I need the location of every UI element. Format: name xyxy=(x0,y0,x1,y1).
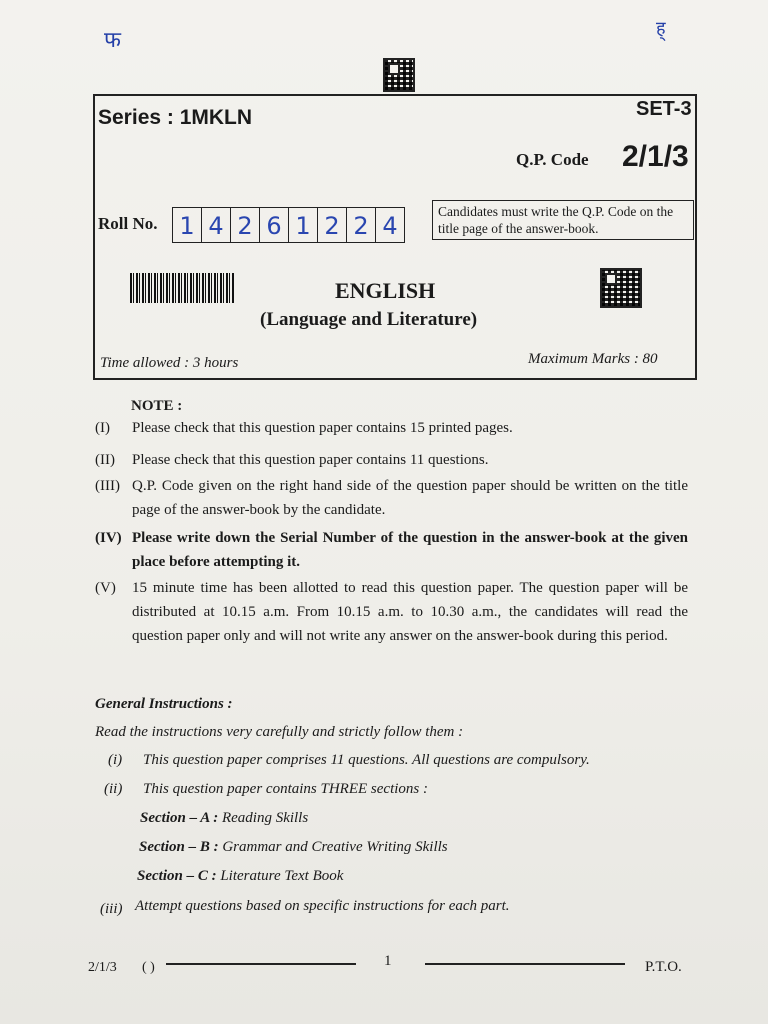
general-instructions-intro: Read the instructions very carefully and strictly follow them : xyxy=(95,724,464,740)
candidate-instruction-box: Candidates must write the Q.P. Code on the title page of the answer-book. xyxy=(432,200,694,240)
note-item xyxy=(95,576,695,672)
instruction-text: Attempt questions based on specific instructions for each part. xyxy=(135,898,510,914)
set-label: SET-3 xyxy=(636,98,692,120)
note-item xyxy=(95,526,695,574)
roll-digit: 2 xyxy=(318,208,347,242)
general-instructions-heading: General Instructions : xyxy=(95,696,233,712)
section-description: Literature Text Book xyxy=(220,868,344,884)
note-item-text: Please check that this question paper contains 11 questions. xyxy=(132,452,489,468)
instruction-text: This question paper comprises 11 questions. All questions are compulsory. xyxy=(143,752,590,768)
series-label: Series : 1MKLN xyxy=(98,106,253,129)
note-item-label: (III) xyxy=(95,478,120,494)
instruction-label: (i) xyxy=(108,752,123,768)
instruction-label: (iii) xyxy=(100,901,123,917)
pto-label: P.T.O. xyxy=(645,959,682,975)
section-b xyxy=(139,839,448,856)
section-description: Reading Skills xyxy=(221,810,309,826)
roll-digit: 4 xyxy=(382,212,398,240)
footer-rule-left xyxy=(166,963,356,965)
roll-digit: 6 xyxy=(260,208,289,242)
roll-digit: 2 xyxy=(231,208,260,242)
note-item-text: 15 minute time has been allotted to read this question paper. The question paper will be distributed at 10.15 a.m. From 10.15 a.m. to 10.30 a.m., the candidates will read the question paper only and will not write any answer on the answer-book during this period. xyxy=(132,580,688,644)
section-name: Section – C : xyxy=(137,868,217,884)
note-heading: NOTE : xyxy=(131,398,183,414)
footer-rule-right xyxy=(425,963,625,965)
roll-no-label: Roll No. xyxy=(98,214,158,233)
footer-paren: ( ) xyxy=(142,960,155,975)
handwritten-mark-right: ह् xyxy=(656,18,666,39)
qp-code-label: Q.P. Code xyxy=(516,150,589,169)
note-item xyxy=(95,420,695,444)
section-description: Grammar and Creative Writing Skills xyxy=(222,839,448,855)
note-item xyxy=(95,474,695,522)
roll-digit: 2 xyxy=(347,208,376,242)
instruction-label: (ii) xyxy=(104,781,123,797)
roll-digit: 1 xyxy=(173,208,202,242)
note-item-label: (I) xyxy=(95,420,110,436)
section-name: Section – A : xyxy=(140,810,219,826)
note-item-label: (V) xyxy=(95,580,116,596)
qp-code-value: 2/1/3 xyxy=(622,140,689,173)
subject-subtitle: (Language and Literature) xyxy=(260,309,478,330)
barcode-icon xyxy=(130,273,234,303)
roll-digit: 4 xyxy=(202,208,231,242)
subject-title: ENGLISH xyxy=(335,278,436,303)
note-item-text: Please check that this question paper contains 15 printed pages. xyxy=(132,420,513,436)
page-number: 1 xyxy=(384,953,392,969)
time-allowed: Time allowed : 3 hours xyxy=(100,355,239,371)
instruction-text: This question paper contains THREE sections : xyxy=(143,781,428,797)
roll-number-boxes xyxy=(172,207,405,243)
footer-code: 2/1/3 xyxy=(88,960,117,975)
qr-code-icon xyxy=(600,268,642,308)
roll-digit: 1 xyxy=(289,208,318,242)
note-item-label: (IV) xyxy=(95,530,122,546)
maximum-marks: Maximum Marks : 80 xyxy=(528,351,658,367)
note-item-text: Q.P. Code given on the right hand side of the question paper should be written on the title page of the answer-book by the candidate. xyxy=(132,478,688,518)
note-item-text: Please write down the Serial Number of the question in the answer-book at the given place before attempting it. xyxy=(132,530,688,570)
qr-code-icon-top xyxy=(383,58,415,92)
note-item xyxy=(95,452,695,476)
handwritten-mark-left: फ xyxy=(104,28,121,53)
section-name: Section – B : xyxy=(139,839,219,855)
section-a xyxy=(140,810,308,827)
section-c xyxy=(137,868,343,885)
note-item-label: (II) xyxy=(95,452,115,468)
